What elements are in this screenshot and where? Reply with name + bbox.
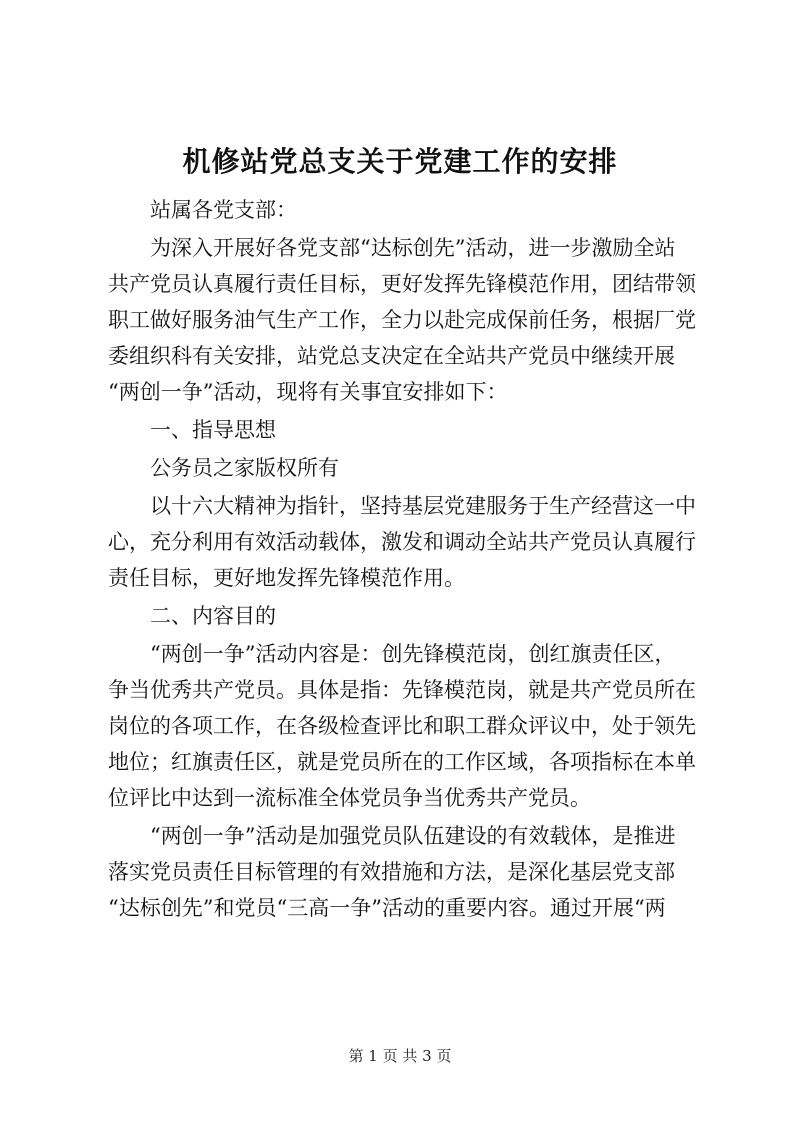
text-line: 委组织科有关安排，站党总支决定在全站共产党员中继续开展 (108, 344, 675, 368)
page-footer: 第 1 页 共 3 页 (348, 1047, 452, 1065)
purpose-paragraph (108, 818, 700, 926)
document-title: 机修站党总支关于党建工作的安排 (182, 145, 618, 178)
guiding-paragraph (108, 488, 700, 596)
text-line: 共产党员认真履行责任目标，更好发挥先锋模范作用，团结带领 (108, 272, 696, 296)
text-line: 落实党员责任目标管理的有效措施和方法，是深化基层党支部 (108, 860, 675, 884)
text-line: 责任目标，更好地发挥先锋模范作用。 (108, 566, 465, 590)
text-line: 岗位的各项工作，在各级检查评比和职工群众评议中，处于领先 (108, 714, 696, 738)
text-line: 站属各党支部： (150, 198, 297, 222)
text-line: 公务员之家版权所有 (150, 456, 339, 480)
text-line: 为深入开展好各党支部“达标创先”活动，进一步激励全站 (150, 236, 676, 260)
text-line: 职工做好服务油气生产工作，全力以赴完成保前任务，根据厂党 (108, 308, 696, 332)
text-line: 二、内容目的 (150, 604, 276, 628)
salutation-paragraph (108, 192, 700, 228)
text-line: 心，充分利用有效活动载体，激发和调动全站共产党员认真履行 (108, 530, 696, 554)
section-heading-2 (108, 598, 700, 634)
document-body (108, 192, 700, 926)
section-heading-1 (108, 412, 700, 448)
content-paragraph (108, 636, 700, 816)
text-line: “达标创先”和党员“三高一争”活动的重要内容。通过开展“两 (108, 896, 666, 920)
text-line: “两创一争”活动内容是：创先锋模范岗，创红旗责任区， (150, 642, 676, 666)
intro-paragraph (108, 230, 700, 410)
text-line: “两创一争”活动是加强党员队伍建设的有效载体，是推进 (150, 824, 676, 848)
text-line: 以十六大精神为指针，坚持基层党建服务于生产经营这一中 (150, 494, 696, 518)
text-line: 位评比中达到一流标准全体党员争当优秀共产党员。 (108, 786, 591, 810)
text-line: 地位；红旗责任区，就是党员所在的工作区域，各项指标在本单 (108, 750, 696, 774)
watermark-line (108, 450, 700, 486)
text-line: 一、指导思想 (150, 418, 276, 442)
text-line: “两创一争”活动，现将有关事宜安排如下： (108, 380, 508, 404)
text-line: 争当优秀共产党员。具体是指：先锋模范岗，就是共产党员所在 (108, 678, 696, 702)
